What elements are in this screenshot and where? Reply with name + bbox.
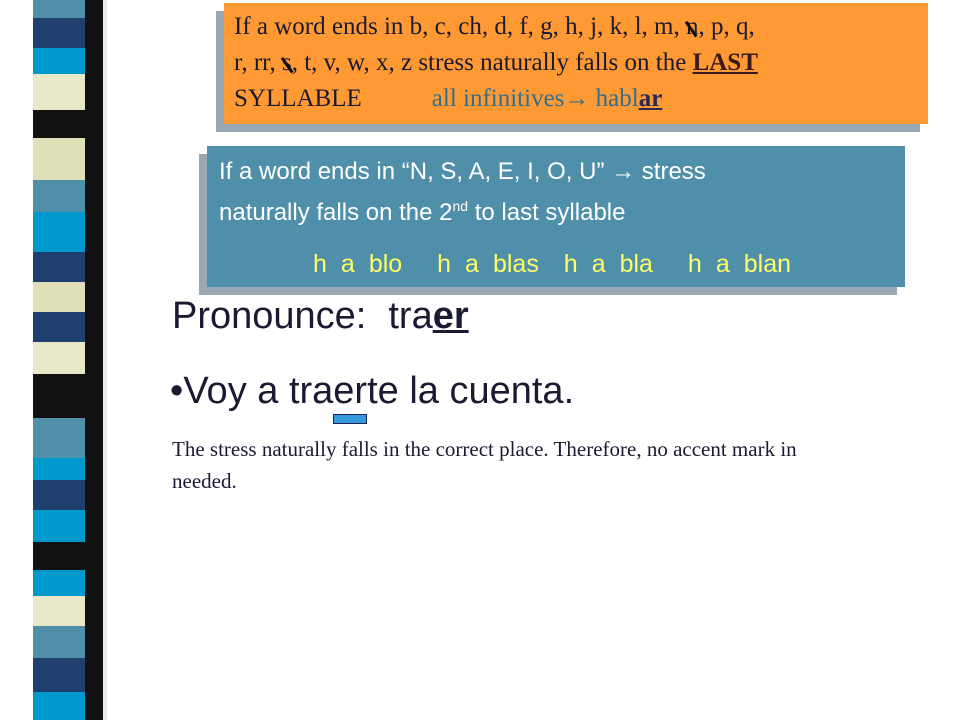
struck-letter-s: s — [282, 45, 292, 81]
last-syllable-rule-box — [224, 3, 928, 124]
pronounce-label: Pronounce: — [172, 295, 367, 337]
example-word: h a blas — [437, 250, 539, 278]
stripe-shadow — [85, 0, 103, 720]
infinitives-label: all infinitives — [431, 85, 565, 112]
example-word: h a blan — [687, 250, 791, 278]
pronounce-prompt — [172, 295, 469, 338]
pronounce-word: traer — [388, 295, 469, 337]
stripe-edge — [103, 0, 107, 720]
decorative-stripe — [33, 0, 85, 720]
example-sentence: •Voy a traerte la cuenta. — [170, 370, 575, 412]
stressed-ending-ar: ar — [638, 85, 663, 112]
arrow-icon: → — [564, 85, 590, 112]
example-word: h a bla — [563, 250, 653, 278]
rule-line-3: SYLLABLE all infinitives→ hablar — [234, 85, 663, 112]
stressed-ending-er: er — [432, 295, 469, 337]
blue-rule-line-1: If a word ends in “N, S, A, E, I, O, U” → stress — [219, 158, 706, 185]
rule-line-2: r, rr, s, t, v, w, x, z stress naturally falls on the LAST — [234, 45, 918, 81]
example-words — [313, 250, 819, 279]
struck-letter-n: n — [686, 9, 699, 45]
bullet: • — [170, 370, 184, 412]
stress-marker: er — [333, 370, 368, 412]
rule-line-1: If a word ends in b, c, ch, d, f, g, h, j, k, l, m, n, p, q, — [234, 9, 918, 45]
example-word: h a blo — [313, 250, 403, 278]
blue-rule-line-2: naturally falls on the 2nd to last syllable — [219, 198, 626, 226]
explanation-note: The stress naturally falls in the correct place. Therefore, no accent mark in needed. — [172, 437, 797, 493]
last-emphasis: LAST — [692, 49, 758, 76]
